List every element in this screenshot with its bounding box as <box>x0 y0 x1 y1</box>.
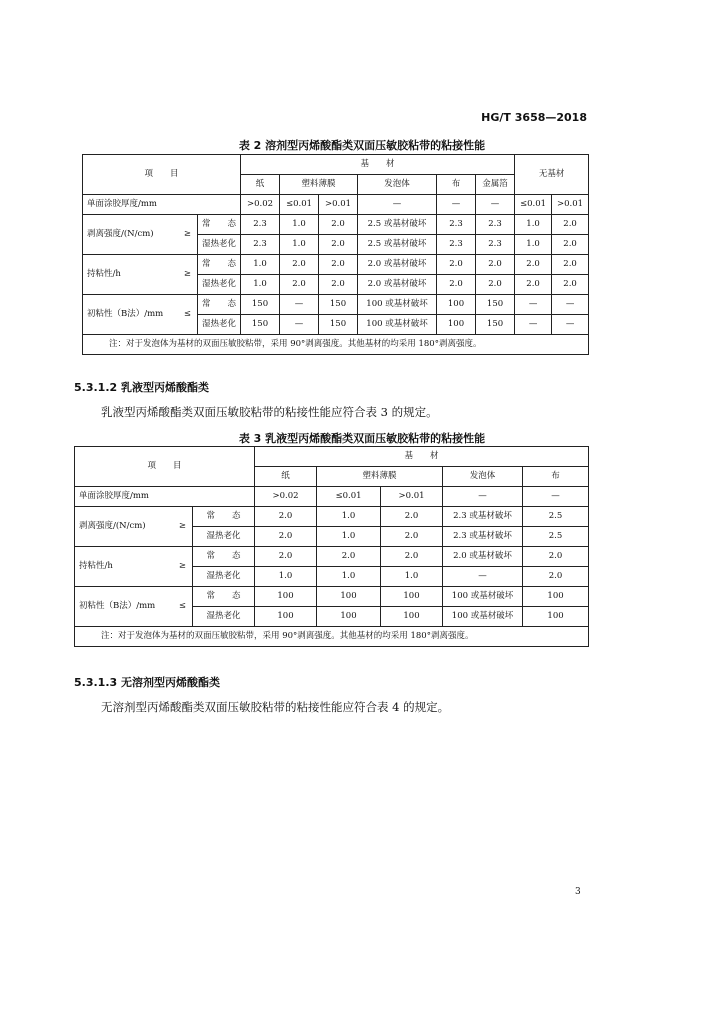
t2-cell: — <box>437 195 476 215</box>
t3-cell: 100 或基材破坏 <box>443 607 523 627</box>
t2-cond: 常 态 <box>198 295 241 315</box>
t3-cell: 2.5 <box>523 507 589 527</box>
t2-cell: 2.0 <box>552 255 589 275</box>
t3-cond: 常 态 <box>193 547 255 567</box>
t2-peel-label: 剥离强度/(N/cm) ≥ <box>83 215 198 255</box>
t2-cell: 150 <box>319 315 358 335</box>
t2-cond: 湿热老化 <box>198 235 241 255</box>
page-number: 3 <box>575 887 581 897</box>
table2 <box>82 154 589 355</box>
t2-cell: 2.0 <box>437 275 476 295</box>
t3-cell: 1.0 <box>317 507 381 527</box>
t2-note: 注：对于发泡体为基材的双面压敏胶粘带，采用 90°剥离强度。其他基材的均采用 180°剥离强度。 <box>83 335 589 355</box>
t3-cell: — <box>443 567 523 587</box>
t2-cell: 2.3 <box>241 215 280 235</box>
t3-peel-label: 剥离强度/(N/cm) ≥ <box>75 507 193 547</box>
t2-cell: 100 <box>437 315 476 335</box>
t2-cond: 湿热老化 <box>198 275 241 295</box>
t3-cell: 1.0 <box>255 567 317 587</box>
t3-cell: >0.01 <box>381 487 443 507</box>
t2-cell: 2.0 或基材破坏 <box>358 255 437 275</box>
t2-material: 金属箔 <box>476 175 515 195</box>
t2-cell: 2.0 <box>515 255 552 275</box>
t2-cell: 100 或基材破坏 <box>358 295 437 315</box>
t2-cell: 150 <box>476 315 515 335</box>
t3-cell: 2.3 或基材破坏 <box>443 527 523 547</box>
section-5-3-1-3-text: 无溶剂型丙烯酸酯类双面压敏胶粘带的粘接性能应符合表 4 的规定。 <box>101 700 450 714</box>
t2-cell: 2.0 <box>280 275 319 295</box>
t2-material: 纸 <box>241 175 280 195</box>
t3-material: 塑料薄膜 <box>317 467 443 487</box>
t2-tack-label: 初粘性（B法）/mm ≤ <box>83 295 198 335</box>
t2-cell: 100 或基材破坏 <box>358 315 437 335</box>
t2-cell: 2.3 <box>476 215 515 235</box>
t2-cell: 1.0 <box>280 215 319 235</box>
t3-material: 发泡体 <box>443 467 523 487</box>
t3-cell: — <box>523 487 589 507</box>
t3-cell: 1.0 <box>317 567 381 587</box>
t2-cell: — <box>552 315 589 335</box>
t3-cell: 1.0 <box>381 567 443 587</box>
t2-cell: 1.0 <box>241 275 280 295</box>
t3-cell: 100 <box>255 607 317 627</box>
table3 <box>74 446 589 647</box>
section-5-3-1-2-text: 乳液型丙烯酸酯类双面压敏胶粘带的粘接性能应符合表 3 的规定。 <box>101 405 438 419</box>
t2-cell: — <box>280 315 319 335</box>
t3-cell: 100 <box>523 607 589 627</box>
t2-cell: — <box>515 295 552 315</box>
t3-cell: ≤0.01 <box>317 487 381 507</box>
t3-cell: 2.0 <box>523 547 589 567</box>
t2-cell: 2.0 或基材破坏 <box>358 275 437 295</box>
t2-holding-label: 持粘性/h ≥ <box>83 255 198 295</box>
t3-cell: 2.0 <box>381 507 443 527</box>
section-5-3-1-2-heading: 5.3.1.2 乳液型丙烯酸酯类 <box>74 381 209 394</box>
t2-cell: >0.01 <box>319 195 358 215</box>
t3-cell: — <box>443 487 523 507</box>
t2-material: 布 <box>437 175 476 195</box>
t3-cond: 湿热老化 <box>193 607 255 627</box>
t2-cell: 100 <box>437 295 476 315</box>
t3-cell: 100 <box>255 587 317 607</box>
section-5-3-1-3-heading: 5.3.1.3 无溶剂型丙烯酸酯类 <box>74 676 220 689</box>
t3-note: 注：对于发泡体为基材的双面压敏胶粘带，采用 90°剥离强度。其他基材的均采用 180°剥离强度。 <box>75 627 589 647</box>
table2-caption: 表 2 溶剂型丙烯酸酯类双面压敏胶粘带的粘接性能 <box>238 139 486 152</box>
t2-cell: 150 <box>476 295 515 315</box>
t2-cell: ≤0.01 <box>515 195 552 215</box>
t2-cell: 1.0 <box>280 235 319 255</box>
t2-cell: 2.3 <box>437 235 476 255</box>
t3-cell: 100 <box>523 587 589 607</box>
t3-cell: >0.02 <box>255 487 317 507</box>
t2-cell: 2.3 <box>476 235 515 255</box>
t3-cell: 2.0 <box>255 547 317 567</box>
t2-cell: 150 <box>241 315 280 335</box>
t2-item-header: 项 目 <box>83 155 241 195</box>
t3-cell: 100 <box>381 607 443 627</box>
t3-cell: 2.0 <box>381 527 443 547</box>
t3-cond: 湿热老化 <box>193 567 255 587</box>
t2-cell: 2.3 <box>437 215 476 235</box>
t2-material: 发泡体 <box>358 175 437 195</box>
t2-cell: — <box>358 195 437 215</box>
t2-cell: — <box>515 315 552 335</box>
t2-cell: 1.0 <box>241 255 280 275</box>
t2-cell: 2.0 <box>319 255 358 275</box>
t2-cell: 2.0 <box>476 255 515 275</box>
t2-cell: 1.0 <box>515 235 552 255</box>
t3-cell: 100 <box>381 587 443 607</box>
t2-cell: ≤0.01 <box>280 195 319 215</box>
t2-cell: — <box>476 195 515 215</box>
t3-cell: 2.0 <box>255 507 317 527</box>
t2-cell: 2.0 <box>319 275 358 295</box>
t2-cell: 2.0 <box>319 215 358 235</box>
t2-cell: 2.5 或基材破坏 <box>358 215 437 235</box>
t2-cell: 150 <box>319 295 358 315</box>
standard-code: HG/T 3658—2018 <box>481 111 587 124</box>
t3-cond: 湿热老化 <box>193 527 255 547</box>
t2-cell: 2.3 <box>241 235 280 255</box>
t2-cell: 2.0 <box>552 235 589 255</box>
t3-substrate-header: 基 材 <box>255 447 589 467</box>
t3-cell: 100 <box>317 607 381 627</box>
t3-cell: 2.5 <box>523 527 589 547</box>
t3-item-header: 项 目 <box>75 447 255 487</box>
t2-cell: >0.02 <box>241 195 280 215</box>
t3-cell: 1.0 <box>317 527 381 547</box>
t2-cell: — <box>552 295 589 315</box>
t3-cell: 2.0 <box>381 547 443 567</box>
t2-cell: 2.0 <box>437 255 476 275</box>
t2-thickness-label: 单面涂胶厚度/mm <box>83 195 241 215</box>
table3-caption: 表 3 乳液型丙烯酸酯类双面压敏胶粘带的粘接性能 <box>238 432 486 445</box>
t2-substrate-header: 基 材 <box>241 155 515 175</box>
t2-cond: 常 态 <box>198 215 241 235</box>
t3-cell: 2.0 <box>317 547 381 567</box>
t2-cond: 常 态 <box>198 255 241 275</box>
t2-material: 塑料薄膜 <box>280 175 358 195</box>
t3-holding-label: 持粘性/h ≥ <box>75 547 193 587</box>
t2-cell: — <box>280 295 319 315</box>
t2-cell: 2.0 <box>319 235 358 255</box>
t2-cell: 2.0 <box>280 255 319 275</box>
t3-cell: 2.3 或基材破坏 <box>443 507 523 527</box>
t2-cell: >0.01 <box>552 195 589 215</box>
t2-cell: 2.0 <box>515 275 552 295</box>
t3-cond: 常 态 <box>193 507 255 527</box>
t3-cell: 2.0 <box>255 527 317 547</box>
t2-cell: 1.0 <box>515 215 552 235</box>
t2-no-substrate-header: 无基材 <box>515 155 589 195</box>
t3-tack-label: 初粘性（B法）/mm ≤ <box>75 587 193 627</box>
t2-cell: 150 <box>241 295 280 315</box>
t2-cell: 2.0 <box>552 215 589 235</box>
t3-cell: 2.0 或基材破坏 <box>443 547 523 567</box>
t2-cell: 2.0 <box>552 275 589 295</box>
t3-thickness-label: 单面涂胶厚度/mm <box>75 487 255 507</box>
t3-cell: 2.0 <box>523 567 589 587</box>
t2-cond: 湿热老化 <box>198 315 241 335</box>
t3-cond: 常 态 <box>193 587 255 607</box>
t3-material: 纸 <box>255 467 317 487</box>
t3-cell: 100 或基材破坏 <box>443 587 523 607</box>
t2-cell: 2.5 或基材破坏 <box>358 235 437 255</box>
t3-material: 布 <box>523 467 589 487</box>
t3-cell: 100 <box>317 587 381 607</box>
t2-cell: 2.0 <box>476 275 515 295</box>
